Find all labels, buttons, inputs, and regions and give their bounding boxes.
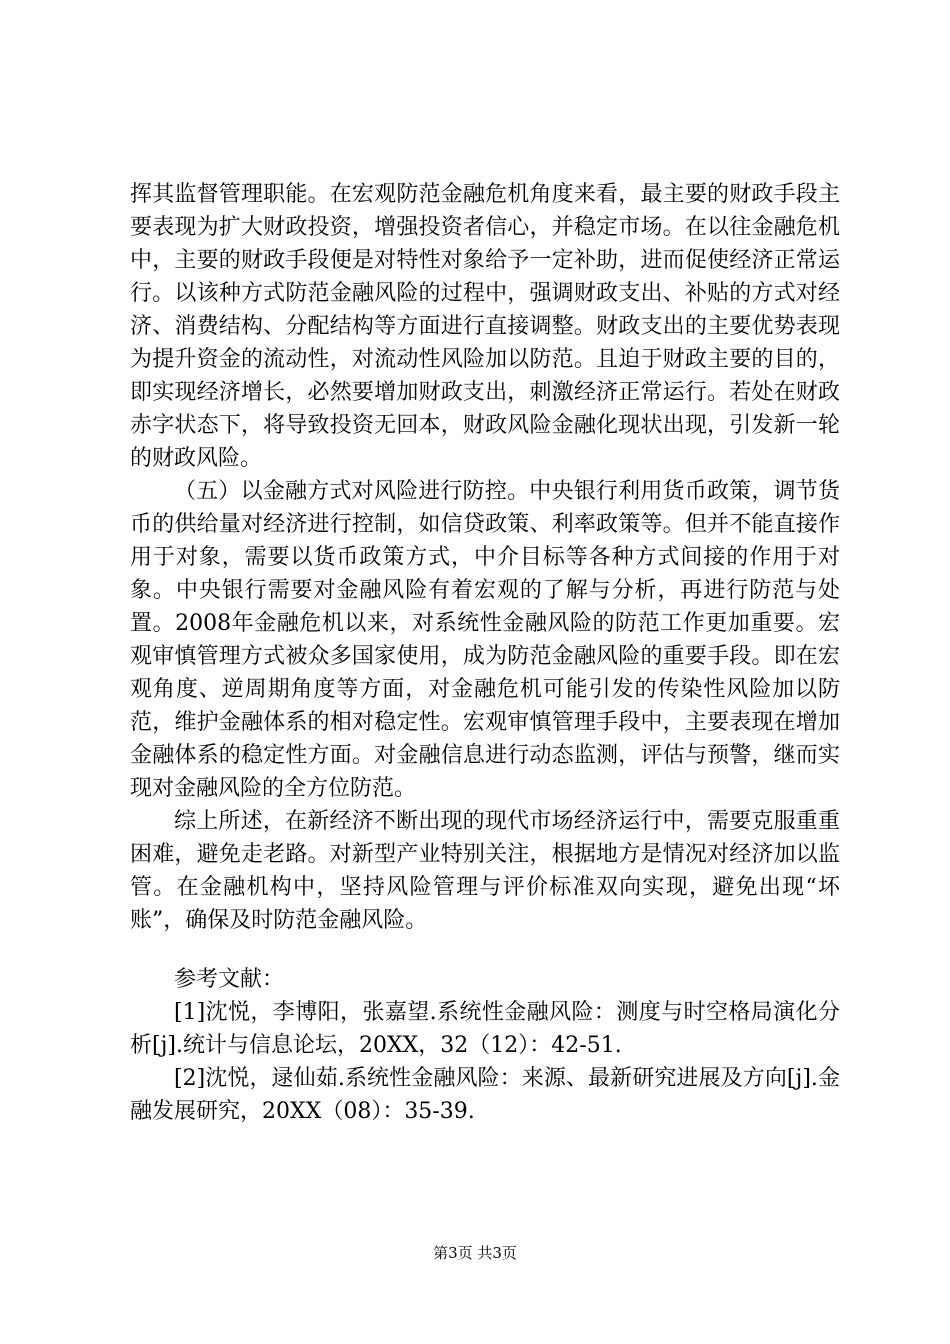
page-number-footer: 第3页 共3页: [433, 1244, 517, 1262]
paragraph-financial-measures: （五）以金融方式对风险进行防控。中央银行利用货币政策，调节货币的供给量对经济进行控制，如信贷政策、利率政策等。但并不能直接作用于对象，需要以货币政策方式，中介目标等各种方式间接的作用于对象。中央银行需要对金融风险有着宏观的了解与分析，再进行防范与处置。2008年金融危机以来，对系统性金融风险的防范工作更加重要。宏观审慎管理方式被众多国家使用，成为防范金融风险的重要手段。即在宏观角度、逆周期角度等方面，对金融危机可能引发的传染性风险加以防范，维护金融体系的相对稳定性。宏观审慎管理手段中，主要表现在增加金融体系的稳定性方面。对金融信息进行动态监测，评估与预警，继而实现对金融风险的全方位防范。: [130, 479, 840, 801]
reference-item-1: [1]沈悦，李博阳，张嘉望.系统性金融风险：测度与时空格局演化分析[j].统计与信息论坛，20XX，32（12）：42-51.: [130, 1000, 840, 1058]
reference-item-2: [2]沈悦，逯仙茹.系统性金融风险：来源、最新研究进展及方向[j].金融发展研究，20XX（08）：35-39.: [130, 1066, 840, 1124]
paragraph-conclusion: 综上所述，在新经济不断出现的现代市场经济运行中，需要克服重重困难，避免走老路。对新型产业特别关注，根据地方是情况对经济加以监管。在金融机构中，坚持风险管理与评价标准双向实现，避免出现“坏账”，确保及时防范金融风险。: [130, 809, 840, 933]
references-section: [130, 963, 840, 1128]
document-body: [130, 178, 840, 1128]
references-title: 参考文献：: [174, 967, 285, 992]
paragraph-fiscal-measures: 挥其监督管理职能。在宏观防范金融危机角度来看，最主要的财政手段主要表现为扩大财政投资，增强投资者信心，并稳定市场。在以往金融危机中，主要的财政手段便是对特性对象给予一定补助，进而促使经济正常运行。以该种方式防范金融风险的过程中，强调财政支出、补贴的方式对经济、消费结构、分配结构等方面进行直接调整。财政支出的主要优势表现为提升资金的流动性，对流动性风险加以防范。且迫于财政主要的目的，即实现经济增长，必然要增加财政支出，刺激经济正常运行。若处在财政赤字状态下，将导致投资无回本，财政风险金融化现状出现，引发新一轮的财政风险。: [130, 182, 840, 471]
